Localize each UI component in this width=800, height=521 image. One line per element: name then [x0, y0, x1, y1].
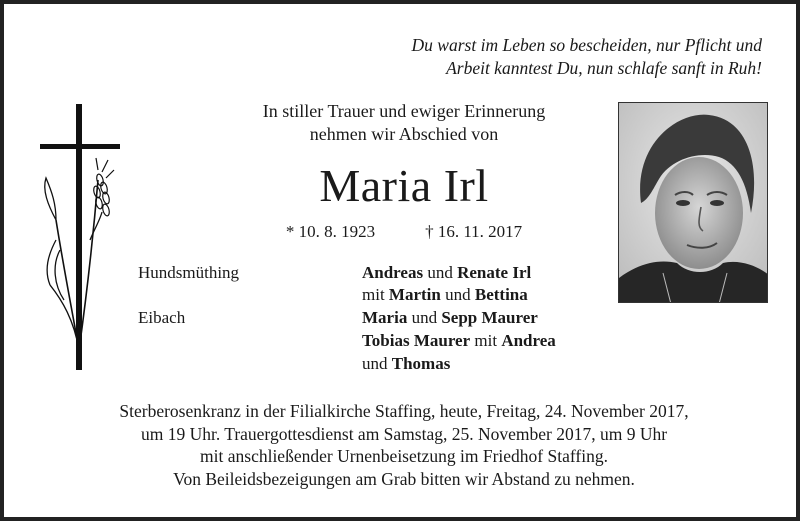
connector-text: und [362, 354, 388, 373]
birth-date: * 10. 8. 1923 [285, 222, 376, 241]
service-line-2: um 19 Uhr. Trauergottesdienst am Samstag, 25. November 2017, um 9 Uhr [140, 423, 668, 444]
intro-line-1: In stiller Trauer und ewiger Erinnerung [262, 101, 546, 121]
cross-with-wheat-icon [34, 100, 130, 374]
service-details [24, 400, 784, 490]
motto-verse [282, 34, 762, 80]
mourner-name: Tobias Maurer [362, 331, 471, 350]
service-line-4: Von Beileidsbezeigungen am Grab bitten wir Abstand zu nehmen. [173, 468, 635, 489]
mourner-name: Bettina [474, 285, 528, 304]
life-dates [194, 222, 614, 242]
deceased-name: Maria Irl [319, 160, 489, 211]
mourner-name: Andreas [362, 263, 424, 282]
intro-line-2: nehmen wir Abschied von [309, 124, 499, 144]
mourner-line-5 [362, 353, 450, 375]
place-hundsmuething: Hundsmüthing [138, 263, 240, 282]
connector-text: und [445, 285, 471, 304]
mourner-line-2 [362, 284, 528, 306]
place-eibach: Eibach [138, 308, 186, 327]
motto-line-1: Du warst im Leben so bescheiden, nur Pflicht und [411, 35, 762, 55]
mourner-name: Maria [362, 308, 408, 327]
mourner-name: Thomas [391, 354, 451, 373]
mourner-line-3 [362, 307, 538, 329]
motto-line-2: Arbeit kanntest Du, nun schlafe sanft in Ruh! [446, 58, 762, 78]
death-date: † 16. 11. 2017 [425, 222, 523, 241]
mourner-name: Andrea [501, 331, 556, 350]
mourner-name: Sepp Maurer [441, 308, 538, 327]
intro-text [194, 100, 614, 146]
mourner-name: Martin [388, 285, 441, 304]
service-line-3: mit anschließender Urnenbeisetzung im Friedhof Staffing. [200, 446, 608, 466]
connector-text: mit [474, 331, 498, 350]
mourner-name: Renate Irl [457, 263, 532, 282]
mourner-line-4 [362, 330, 556, 352]
connector-text: und [427, 263, 453, 282]
portrait-photo [618, 102, 768, 303]
mourner-line-1 [362, 262, 531, 284]
connector-text: mit [362, 285, 385, 304]
connector-text: und [411, 308, 438, 327]
service-line-1: Sterberosenkranz in der Filialkirche Staffing, heute, Freitag, 24. November 2017, [119, 401, 689, 421]
